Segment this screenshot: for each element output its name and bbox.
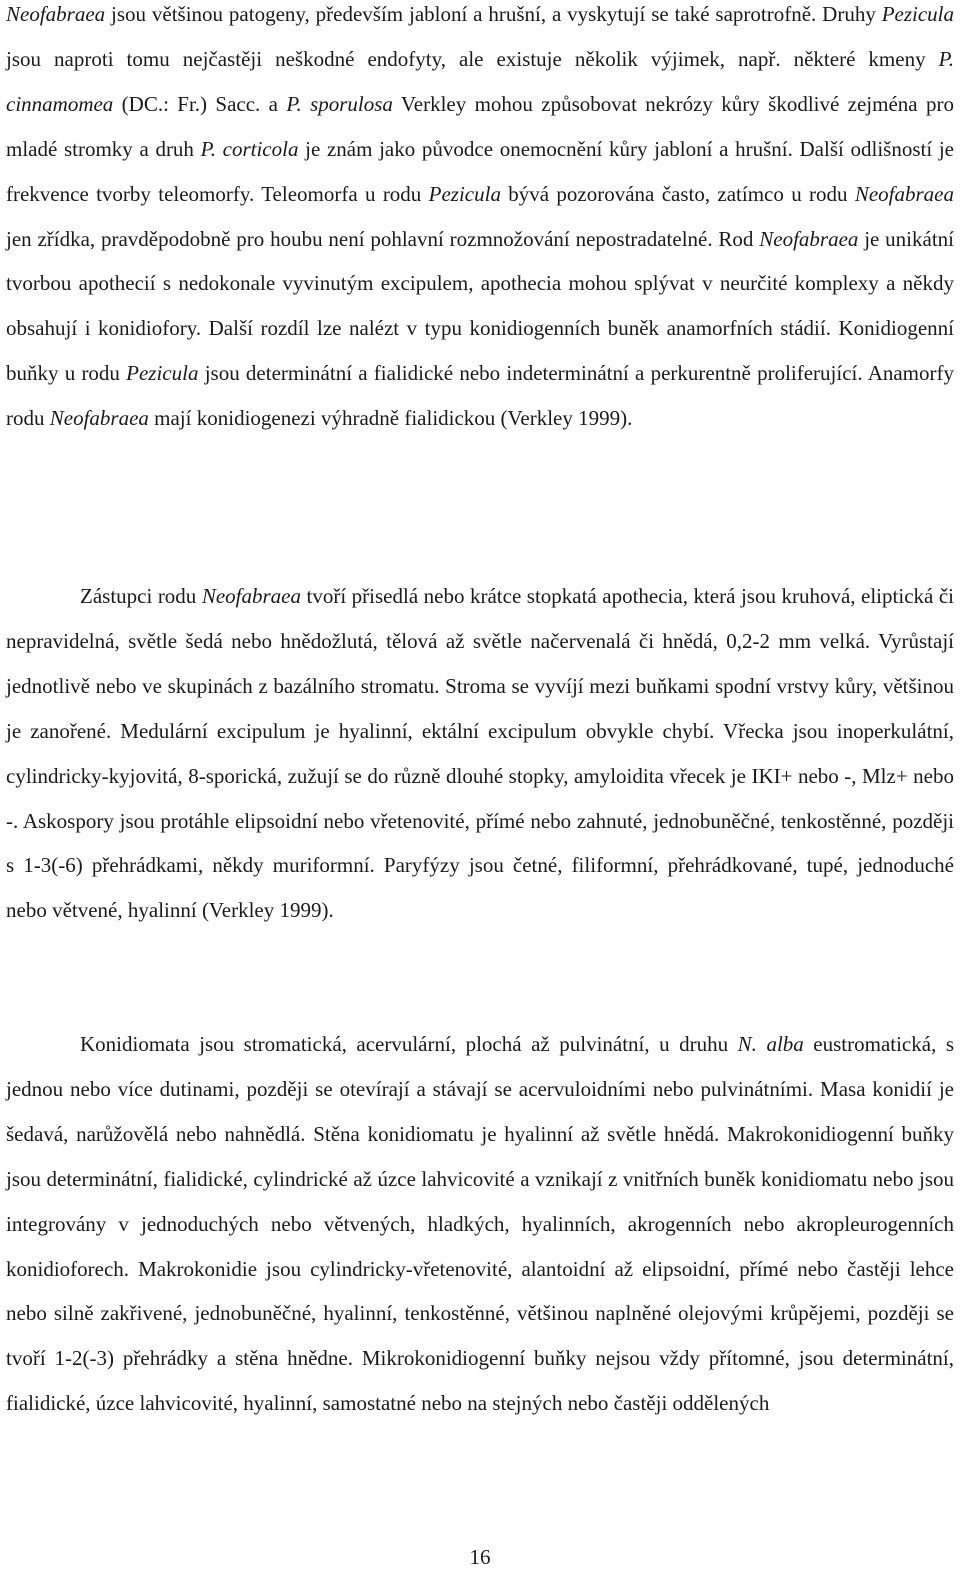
paragraph-1 [6, 0, 954, 441]
italic-taxon-name: P. corticola [200, 136, 299, 161]
text-segment: jsou naproti tomu nejčastěji neškodné endofyty, ale existuje několik výjimek, např. některé kmeny [6, 46, 939, 71]
italic-taxon-name: Neofabraea [6, 2, 106, 26]
text-segment: (DC.: Fr.) Sacc. a [113, 91, 287, 116]
text-segment: Zástupci rodu [80, 584, 202, 608]
italic-taxon-name: Neofabraea [759, 226, 859, 251]
text-segment: jsou determinátní a fialidické nebo indeterminátní a perkurentně proliferující. Anamorfy rodu [6, 361, 954, 431]
page-number: 16 [469, 1545, 491, 1569]
italic-taxon-name: Neofabraea [201, 584, 301, 608]
italic-taxon-name: P. sporulosa [286, 91, 393, 116]
italic-taxon-name: Pezicula [126, 361, 199, 386]
italic-taxon-name: N. alba [737, 1032, 804, 1056]
text-segment: eustromatická, s jednou nebo více dutinami, později se otevírají a stávají se acervuloidními nebo pulvinátními. Masa konidií je šedavá, narůžovělá nebo nahnědlá. Stěna konidiomatu je hyalinní až světle hnědá. Makrokonidiogenní buňky jsou determinátní, fialidické, cylindrické až úzce lahvicovité a vznikají z vnitřních buněk konidiomatu nebo jsou integrovány v jednoduchých nebo větvených, hladkých, hyalinních, akrogenních nebo akropleurogenních konidioforech. Makrokonidie jsou cylindricky-vřetenovité, alantoidní až elipsoidní, přímé nebo častěji lehce nebo silně zakřivené, jednobuněčné, hyalinní, tenkostěnné, většinou naplněné olejovými krůpějemi, později se tvoří 1-2(-3) přehrádky a stěna hnědne. Mikrokonidiogenní buňky nejsou vždy přítomné, jsou determinátní, fialidické, úzce lahvicovité, hyalinní, samostatné nebo na stejných nebo častěji oddělených [6, 1032, 955, 1416]
text-segment: jen zřídka, pravděpodobně pro houbu není pohlavní rozmnožování nepostradatelné. Rod [6, 226, 760, 251]
text-segment: Verkley mohou způsobovat nekrózy kůry škodlivé zejména pro mladé stromky a druh [6, 91, 954, 161]
text-segment: Konidiomata jsou stromatická, acervulární, plochá až pulvinátní, u druhu [80, 1032, 738, 1056]
italic-taxon-name: Neofabraea [49, 406, 149, 431]
text-segment: je unikátní tvorbou apothecií s nedokonale vyvinutým excipulem, apothecia mohou splývat v neurčité komplexy a někdy obsahují i konidiofory. Další rozdíl lze nalézt v typu konidiogenních buněk anamorfních stádií. Konidiogenní buňky u rodu [6, 226, 955, 386]
italic-taxon-name: Neofabraea [854, 181, 954, 206]
text-segment: tvoří přisedlá nebo krátce stopkatá apothecia, která jsou kruhová, eliptická či nepravidelná, světle šedá nebo hnědožlutá, tělová až světle načervenalá či hnědá, 0,2-2 mm velká. Vyrůstají jednotlivě nebo ve skupinách z bazálního stromatu. Stroma se vyvíjí mezi buňkami spodní vrstvy kůry, většinou je zanořené. Medulární excipulum je hyalinní, ektální excipulum obvykle chybí. Vřecka jsou inoperkulátní, cylindricky-kyjovitá, 8-sporická, zužují se do různě dlouhé stopky, amyloidita vřecek je IKI+ nebo -, Mlz+ nebo -. Askospory jsou protáhle elipsoidní nebo vřetenovité, přímé nebo zahnuté, jednobuněčné, tenkostěnné, později s 1-3(-6) přehrádkami, někdy muriformní. Paryfýzy jsou četné, filiformní, přehrádkované, tupé, jednoduché nebo větvené, hyalinní (Verkley 1999). [6, 584, 954, 923]
italic-taxon-name: Pezicula [881, 2, 954, 26]
italic-taxon-name: P. cinnamomea [6, 46, 954, 116]
paragraph-2 [6, 574, 954, 933]
text-segment: jsou většinou patogeny, především jabloní a hrušní, a vyskytují se také saprotrofně. Druhy [105, 2, 882, 26]
text-segment: je znám jako původce onemocnění kůry jabloní a hrušní. Další odlišností je frekvence tvorby teleomorfy. Teleomorfa u rodu [6, 136, 954, 206]
text-segment: mají konidiogenezi výhradně fialidickou (Verkley 1999). [148, 406, 633, 431]
italic-taxon-name: Pezicula [428, 181, 501, 206]
text-segment: bývá pozorována často, zatímco u rodu [500, 181, 855, 206]
paragraph-3 [6, 1022, 954, 1426]
